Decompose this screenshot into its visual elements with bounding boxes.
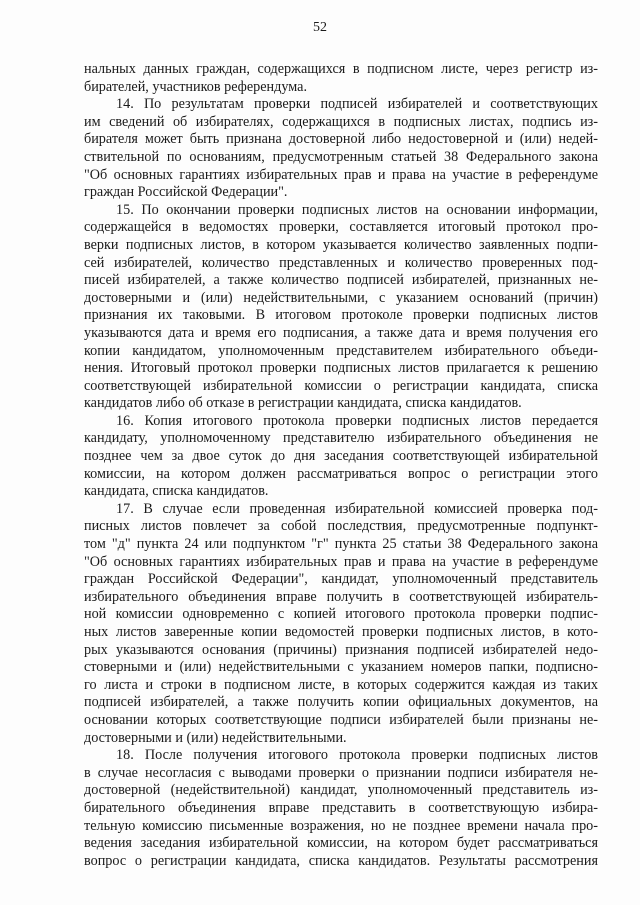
- text-line: соответствующей избирательной комиссии о регистрации кандидата, списка: [84, 377, 598, 394]
- text-line: подписей избирателей, а также получить копии официальных документов, на: [84, 694, 598, 711]
- paragraph-first-line: 14. По результатам проверки подписей избирателей и соответствующих: [116, 96, 598, 113]
- text-line: вопрос о регистрации кандидата, списка кандидатов. Результаты рассмотрения: [84, 852, 598, 869]
- text-line: граждан Российской Федерации", кандидат, уполномоченный представитель: [84, 571, 598, 588]
- text-line: бирательного объединения вправе представить в соответствующую избира-: [84, 799, 598, 816]
- text-line: бирателей, участников референдума.: [84, 78, 308, 95]
- text-line: содержащейся в ведомостях проверки, составляется итоговый протокол про-: [84, 219, 598, 236]
- text-line: ных листов заверенные копии ведомостей проверки подписных листов, в кото-: [84, 624, 598, 640]
- text-line: ной комиссии одновременно с копией итогового протокола проверки подпис-: [84, 606, 598, 623]
- text-line: в случае несогласия с выводами проверки о признании подписи избирателя не-: [84, 764, 598, 781]
- text-line: нальных данных граждан, содержащихся в подписном листе, через регистр из-: [84, 61, 598, 77]
- paragraph-first-line: 15. По окончании проверки подписных листов на основании информации,: [116, 201, 598, 218]
- text-line: достоверными и (или) недействительными.: [84, 729, 347, 746]
- paragraph-first-line: 18. После получения итогового протокола проверки подписных листов: [116, 747, 598, 764]
- text-line: писей избирателей, а также количество подписей избирателей, признанных не-: [84, 272, 598, 289]
- text-line: бирателя может быть признана достоверной либо недостоверной и (или) недей-: [84, 131, 598, 148]
- text-line: нения. Итоговый протокол проверки подписных листов прилагается к решению: [84, 360, 598, 377]
- text-line: ведения заседания избирательной комиссии, на котором будет рассматриваться: [84, 835, 598, 852]
- text-line: избирательного объединения вправе получить в соответствующей избиратель-: [84, 588, 598, 605]
- text-line: копии кандидатом, уполномоченным представителем избирательного объеди-: [84, 342, 598, 359]
- text-line: граждан Российской Федерации".: [84, 184, 288, 201]
- text-line: комиссии, на котором должен рассматриваться вопрос о регистрации этого: [84, 465, 598, 482]
- text-line: им сведений об избирателях, содержащихся в подписных листах, подпись из-: [84, 113, 598, 130]
- paragraph-first-line: 17. В случае если проведенная избирательной комиссией проверка под-: [116, 500, 598, 517]
- text-line: "Об основных гарантиях избирательных прав и права на участие в референдуме: [84, 166, 598, 183]
- text-line: ствительной по основаниям, предусмотренным статьей 38 Федерального закона: [84, 148, 598, 165]
- text-line: основании которых соответствующие подписи избирателей были признаны не-: [84, 711, 598, 728]
- text-line: том "д" пункта 24 или подпунктом "г" пункта 25 статьи 38 Федерального закона: [84, 536, 598, 553]
- text-line: позднее чем за двое суток до дня заседания соответствующей избирательной: [84, 448, 598, 465]
- document-body: [84, 61, 598, 870]
- text-line: признания их таковыми. В итоговом протоколе проверки подписных листов: [84, 307, 598, 324]
- text-line: верки подписных листов, в котором указывается количество заявленных подпи-: [84, 236, 598, 253]
- text-line: стоверными и (или) недействительными с указанием номеров папки, подписно-: [84, 659, 598, 676]
- paragraph-first-line: 16. Копия итогового протокола проверки подписных листов передается: [116, 412, 598, 429]
- text-line: писных листов повлечет за собой последствия, предусмотренные подпункт-: [84, 518, 598, 535]
- text-line: тельную комиссию письменные возражения, но не позднее времени начала про-: [84, 817, 598, 834]
- text-line: го листа и строки в подписном листе, в которых содержится каждая из таких: [84, 676, 598, 693]
- text-line: указываются дата и время его подписания, а также дата и время получения его: [84, 324, 598, 341]
- text-line: достоверными и (или) недействительными, с указанием оснований (причин): [84, 289, 598, 306]
- text-line: достоверной (недействительной) кандидат, уполномоченный представитель из-: [84, 782, 598, 799]
- page-number: 52: [313, 20, 327, 35]
- text-line: сей избирателей, количество представленных и количество проверенных под-: [84, 254, 598, 271]
- text-line: кандидатов либо об отказе в регистрации кандидата, списка кандидатов.: [84, 395, 522, 412]
- text-line: кандидата, списка кандидатов.: [84, 483, 269, 500]
- text-line: "Об основных гарантиях избирательных прав и права на участие в референдуме: [84, 553, 598, 570]
- text-line: кандидату, уполномоченному представителю избирательного объединения не: [84, 430, 598, 447]
- text-line: рых указываются основания (причины) признания подписей избирателей недо-: [84, 641, 598, 658]
